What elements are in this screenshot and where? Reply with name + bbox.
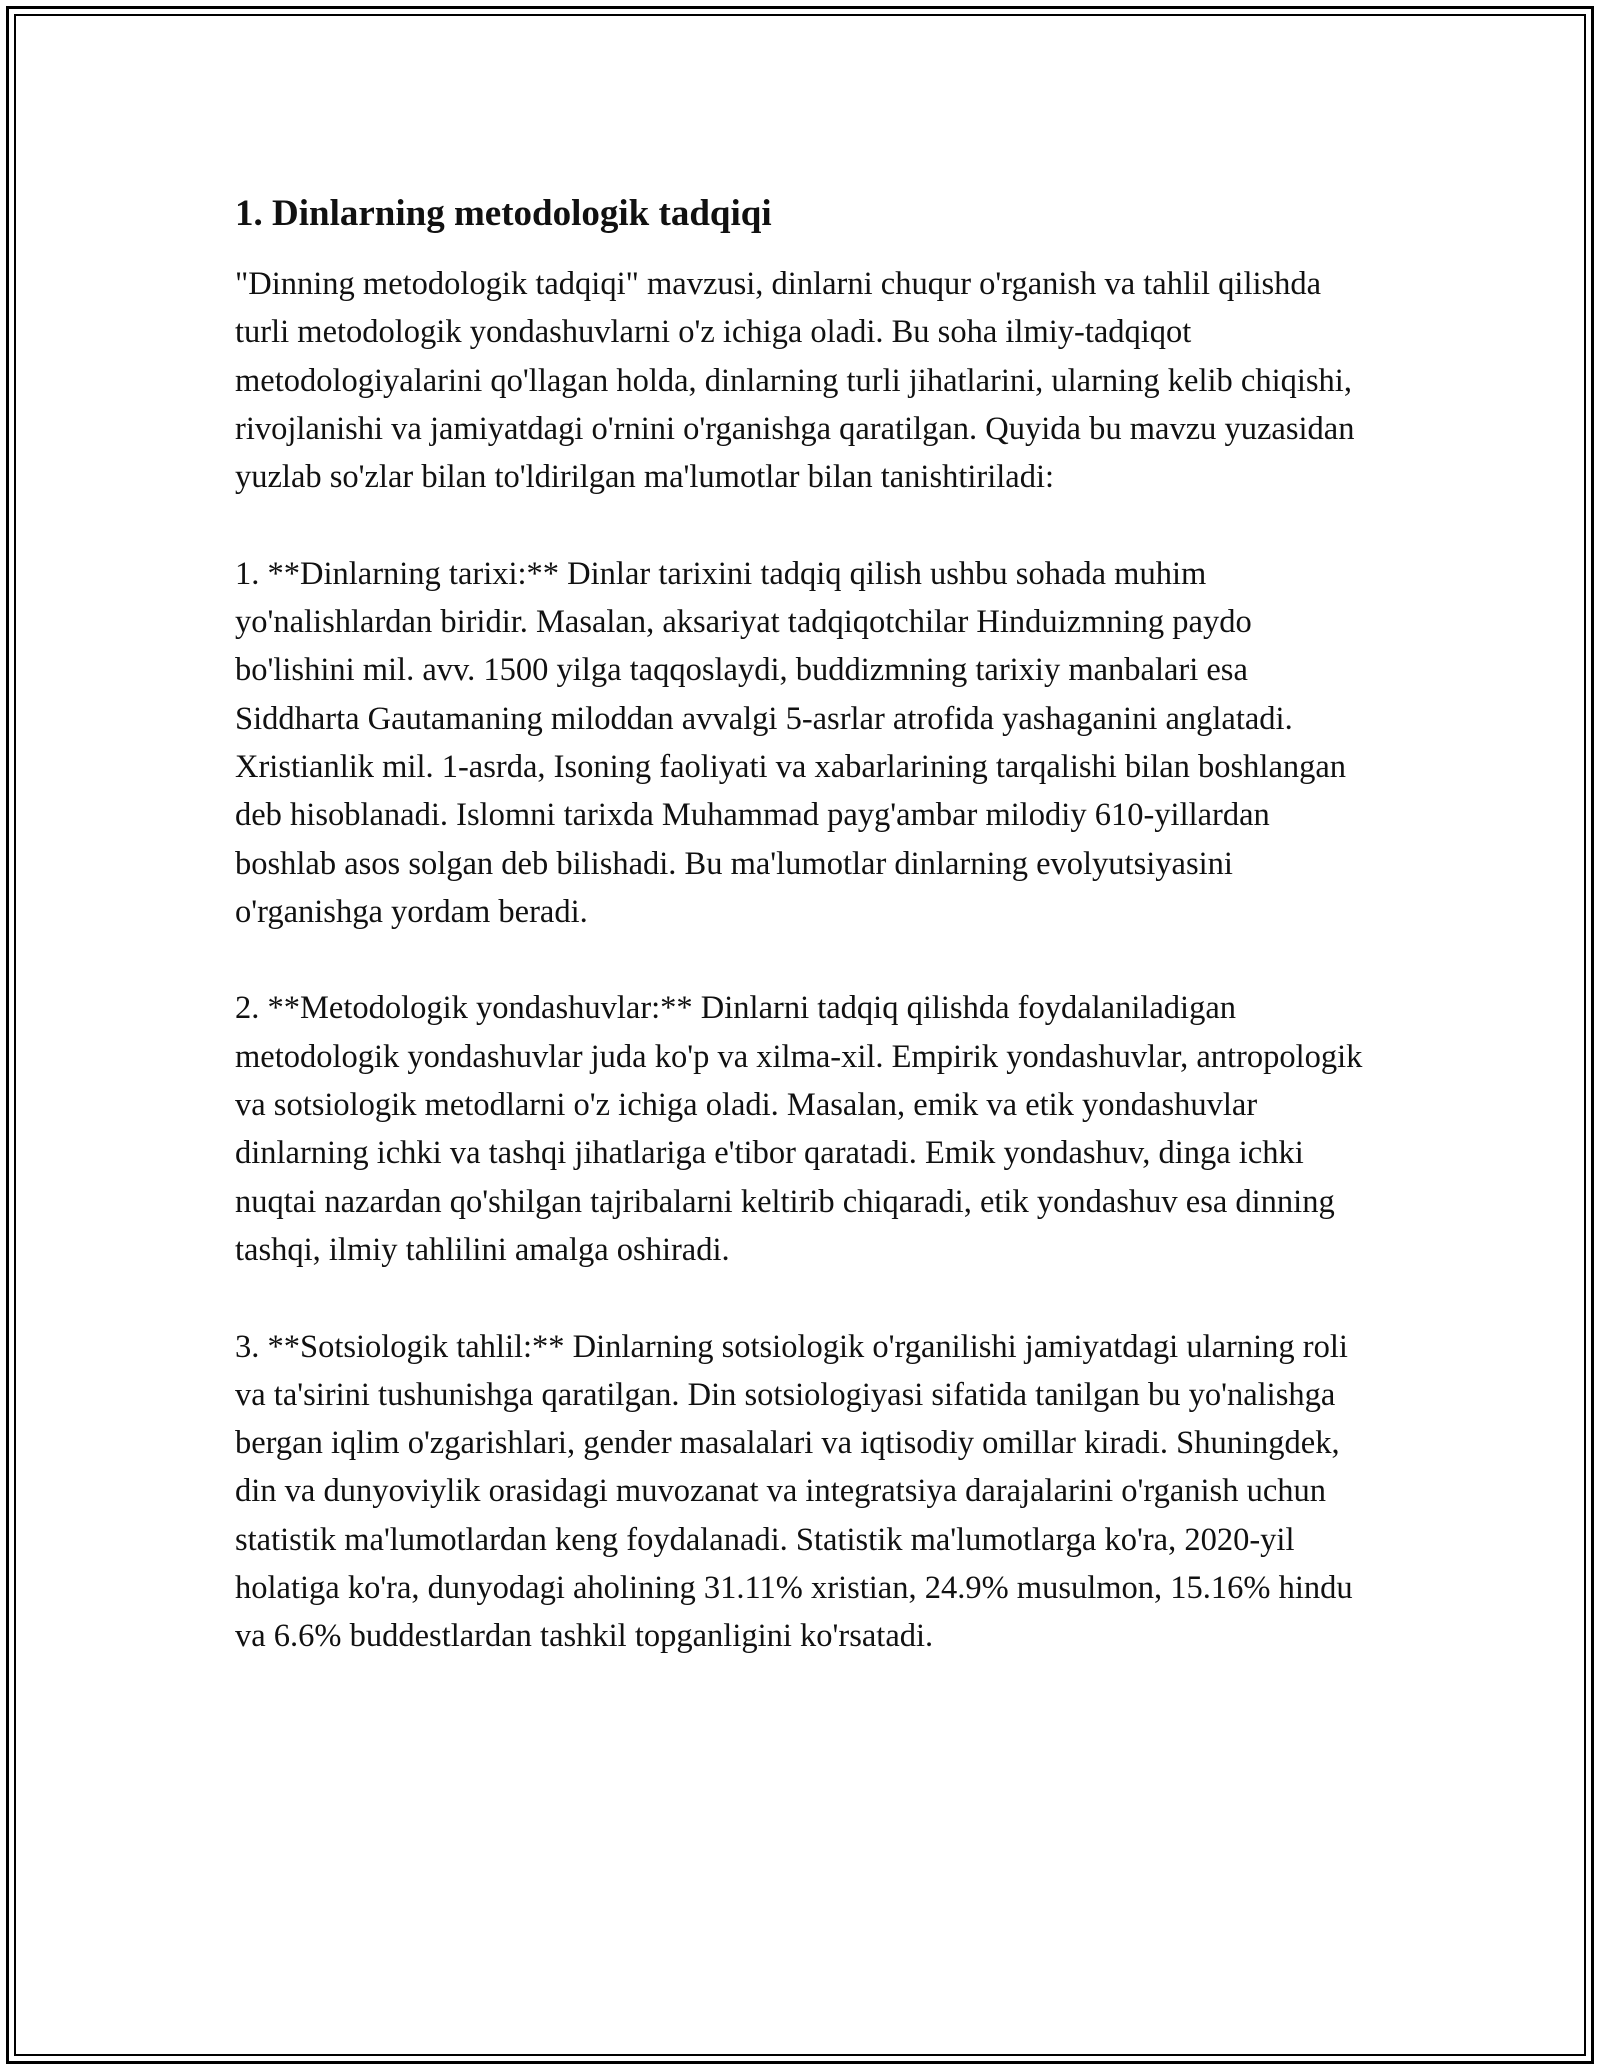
intro-paragraph: "Dinning metodologik tadqiqi" mavzusi, dinlarni chuqur o'rganish va tahlil qilishda turli metodologik yondashuvlarni o'z ichiga oladi. Bu soha ilmiy-tadqiqot metodologiyalarini qo'llagan holda, dinlarning turli jihatlarini, ularning kelib chiqishi, rivojlanishi va jamiyatdagi o'rnini o'rganishga qaratilgan. Quyida bu mavzu yuzasidan yuzlab so'zlar bilan to'ldirilgan ma'lumotlar bilan tanishtiriladi:: [235, 266, 1355, 496]
document-body: [235, 188, 1370, 1661]
document-title: 1. Dinlarning metodologik tadqiqi: [235, 193, 772, 234]
section-history-paragraph: 1. **Dinlarning tarixi:** Dinlar tarixini tadqiq qilish ushbu sohada muhim yo'nalishlardan biridir. Masalan, aksariyat tadqiqotchilar Hinduizmning paydo bo'lishini mil. avv. 1500 yilga taqqoslaydi, buddizmning tarixiy manbalari esa Siddharta Gautamaning miloddan avvalgi 5-asrlar atrofida yashaganini anglatadi. Xristianlik mil. 1-asrda, Isoning faoliyati va xabarlarining tarqalishi bilan boshlangan deb hisoblanadi. Islomni tarixda Muhammad payg'ambar milodiy 610-yillardan boshlab asos solgan deb bilishadi. Bu ma'lumotlar dinlarning evolyutsiyasini o'rganishga yordam beradi.: [235, 555, 1347, 930]
section-sociology-paragraph: 3. **Sotsiologik tahlil:** Dinlarning sotsiologik o'rganilishi jamiyatdagi ularning roli va ta'sirini tushunishga qaratilgan. Din sotsiologiyasi sifatida tanilgan bu yo'nalishga bergan iqlim o'zgarishlari, gender masalalari va iqtisodiy omillar kiradi. Shuningdek, din va dunyoviylik orasidagi muvozanat va integratsiya darajalarini o'rganish uchun statistik ma'lumotlardan keng foydalanadi. Statistik ma'lumotlarga ko'ra, 2020-yil holatiga ko'ra, dunyodagi aholining 31.11% xristian, 24.9% musulmon, 15.16% hindu va 6.6% buddestlardan tashkil topganligini ko'rsatadi.: [235, 1328, 1353, 1655]
section-methodology-paragraph: 2. **Metodologik yondashuvlar:** Dinlarni tadqiq qilishda foydalaniladigan metodologik yondashuvlar juda ko'p va xilma-xil. Empirik yondashuvlar, antropologik va sotsiologik metodlarni o'z ichiga oladi. Masalan, emik va etik yondashuvlar dinlarning ichki va tashqi jihatlariga e'tibor qaratadi. Emik yondashuv, dinga ichki nuqtai nazardan qo'shilgan tajribalarni keltirib chiqaradi, etik yondashuv esa dinning tashqi, ilmiy tahlilini amalga oshiradi.: [235, 990, 1363, 1268]
